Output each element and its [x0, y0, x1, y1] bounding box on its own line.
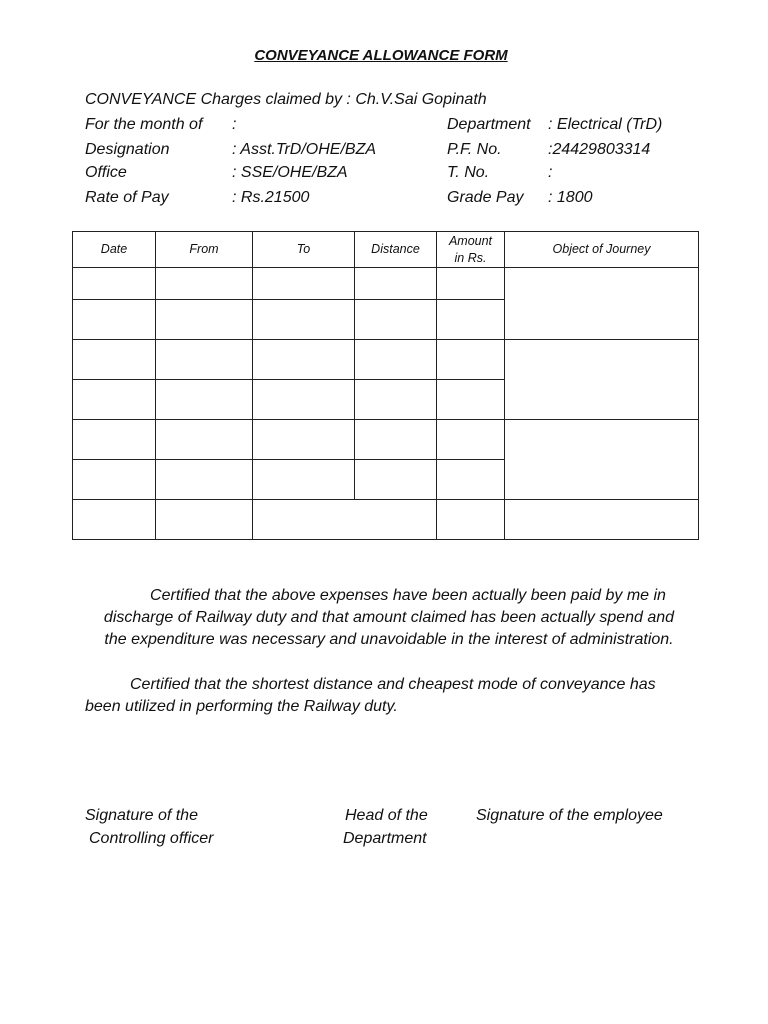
table-cell[interactable]	[156, 420, 253, 460]
header-date: Date	[73, 232, 156, 268]
table-cell[interactable]	[355, 340, 437, 380]
table-cell[interactable]	[437, 460, 505, 500]
table-cell[interactable]	[505, 268, 699, 340]
department-value: : Electrical (TrD)	[548, 116, 663, 133]
table-cell[interactable]	[156, 268, 253, 300]
table-cell[interactable]	[73, 340, 156, 380]
table-cell[interactable]	[156, 340, 253, 380]
table-cell[interactable]	[437, 268, 505, 300]
office-value: : SSE/OHE/BZA	[232, 164, 348, 181]
journey-table	[72, 231, 699, 540]
table-cell[interactable]	[156, 500, 253, 540]
table-cell[interactable]	[253, 300, 355, 340]
certification-line: been utilized in performing the Railway duty.	[85, 698, 398, 715]
table-cell[interactable]	[437, 300, 505, 340]
table-row	[73, 340, 699, 380]
table-cell[interactable]	[355, 460, 437, 500]
table-row	[73, 420, 699, 460]
table-cell[interactable]	[73, 380, 156, 420]
table-cell[interactable]	[253, 420, 355, 460]
certification-line: the expenditure was necessary and unavoidable in the interest of administration.	[104, 631, 674, 648]
table-cell[interactable]	[253, 500, 437, 540]
table-cell[interactable]	[73, 268, 156, 300]
rate-of-pay-label: Rate of Pay	[85, 189, 169, 206]
table-cell[interactable]	[253, 340, 355, 380]
table-cell[interactable]	[156, 380, 253, 420]
table-cell[interactable]	[253, 268, 355, 300]
header-distance: Distance	[355, 232, 437, 268]
table-cell[interactable]	[253, 380, 355, 420]
table-cell[interactable]	[505, 420, 699, 500]
claimed-by-line: CONVEYANCE Charges claimed by : Ch.V.Sai Gopinath	[85, 91, 487, 108]
table-cell[interactable]	[355, 420, 437, 460]
designation-value: : Asst.TrD/OHE/BZA	[232, 141, 377, 158]
certification-line: Certified that the shortest distance and cheapest mode of conveyance has	[130, 676, 656, 693]
table-cell[interactable]	[73, 300, 156, 340]
certification-paragraph-2	[85, 674, 656, 718]
header-amount: Amount in Rs.	[437, 232, 505, 268]
head-of-department-label-2: Department	[343, 830, 427, 847]
table-cell[interactable]	[437, 500, 505, 540]
t-no-value: :	[548, 164, 553, 181]
header-to: To	[253, 232, 355, 268]
department-label: Department	[447, 116, 531, 133]
certification-paragraph-1	[80, 585, 698, 651]
month-label: For the month of	[85, 116, 203, 133]
table-cell[interactable]	[505, 340, 699, 420]
table-cell[interactable]	[355, 300, 437, 340]
table-cell[interactable]	[73, 460, 156, 500]
table-cell[interactable]	[505, 500, 699, 540]
grade-pay-label: Grade Pay	[447, 189, 524, 206]
header-from: From	[156, 232, 253, 268]
employee-signature-label: Signature of the employee	[476, 807, 663, 824]
table-header-row	[73, 232, 699, 268]
pf-no-value: :24429803314	[548, 141, 651, 158]
rate-of-pay-value: : Rs.21500	[232, 189, 310, 206]
table-cell[interactable]	[355, 268, 437, 300]
table-row	[73, 268, 699, 300]
table-cell[interactable]	[355, 380, 437, 420]
certification-line: Certified that the above expenses have been actually been paid by me in	[150, 587, 666, 604]
month-value: :	[232, 116, 237, 133]
table-cell[interactable]	[437, 420, 505, 460]
table-row	[73, 500, 699, 540]
table-cell[interactable]	[156, 300, 253, 340]
table-cell[interactable]	[437, 340, 505, 380]
header-object-of-journey: Object of Journey	[505, 232, 699, 268]
head-of-department-label: Head of the	[345, 807, 428, 824]
designation-label: Designation	[85, 141, 170, 158]
pf-no-label: P.F. No.	[447, 141, 502, 158]
table-cell[interactable]	[253, 460, 355, 500]
table-cell[interactable]	[437, 380, 505, 420]
table-cell[interactable]	[73, 500, 156, 540]
table-cell[interactable]	[156, 460, 253, 500]
form-title: CONVEYANCE ALLOWANCE FORM	[254, 47, 508, 64]
office-label: Office	[85, 164, 127, 181]
t-no-label: T. No.	[447, 164, 490, 181]
grade-pay-value: : 1800	[548, 189, 593, 206]
table-cell[interactable]	[73, 420, 156, 460]
controlling-officer-signature-label-2: Controlling officer	[89, 830, 214, 847]
controlling-officer-signature-label: Signature of the	[85, 807, 198, 824]
certification-line: discharge of Railway duty and that amount claimed has been actually spend and	[103, 609, 675, 626]
